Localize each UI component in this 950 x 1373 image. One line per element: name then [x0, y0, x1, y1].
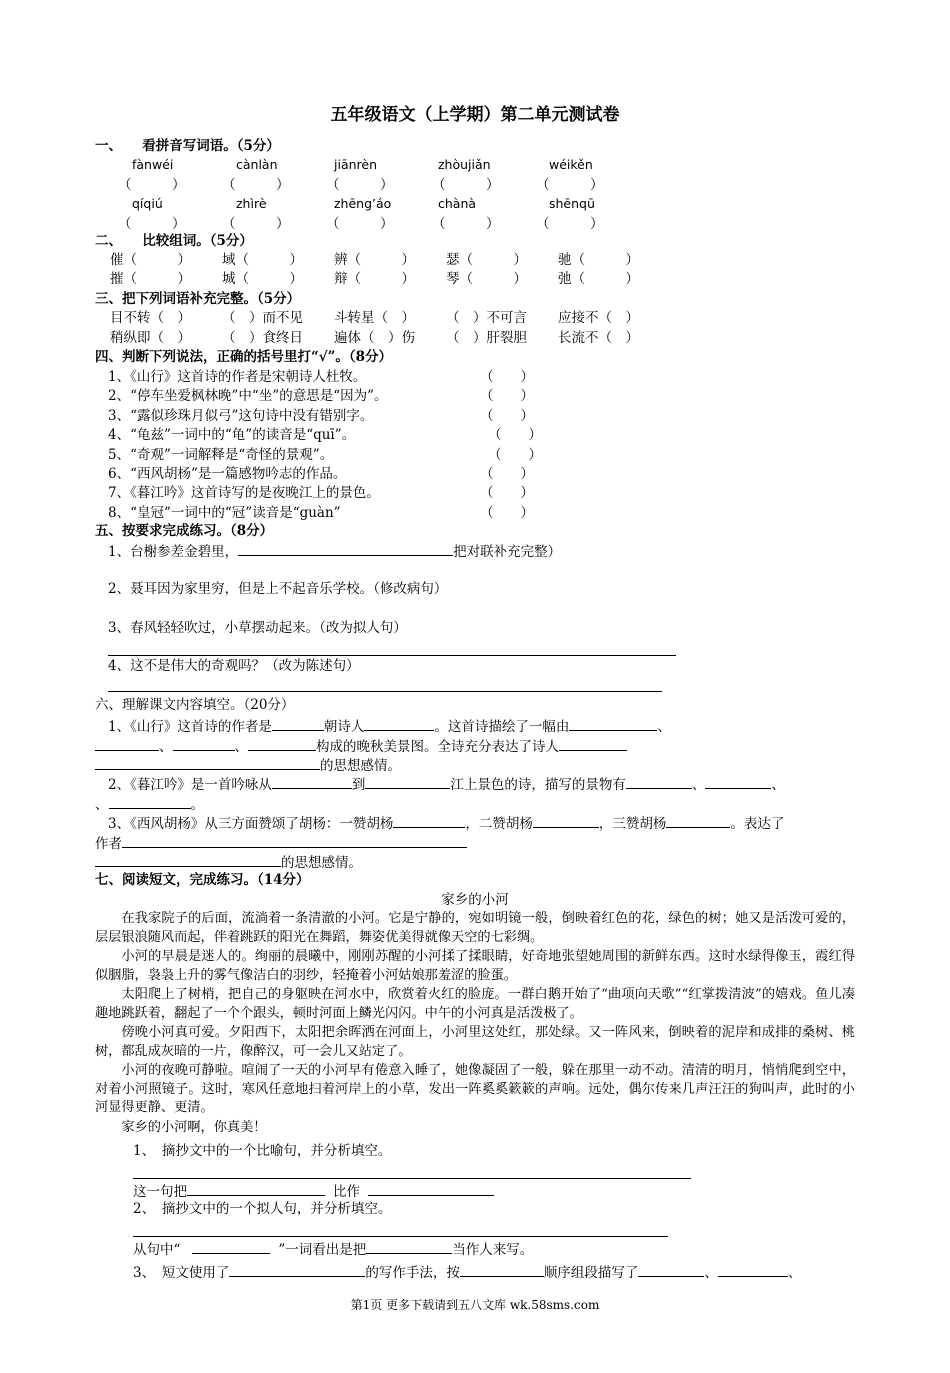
answer-parentheses[interactable]: （ ） — [536, 177, 604, 193]
compare-item[interactable]: 催（ ） — [110, 252, 191, 268]
section-4-heading: 四、判断下列说法，正确的括号里打“√”。（8分） — [95, 349, 393, 365]
answer-parentheses[interactable]: （ ） — [118, 216, 186, 232]
fill-text: 3、《西风胡杨》从三方面赞颂了胡杨：一赞胡杨 — [108, 816, 394, 832]
pinyin-word: qíqiú — [132, 196, 163, 211]
story-paragraph-6: 家乡的小河啊，你真美！ — [121, 1120, 267, 1135]
fill-text: 到 — [351, 777, 366, 793]
answer-parentheses[interactable]: （ ） — [432, 216, 500, 232]
story-paragraph-3: 太阳爬上了树梢，把自己的身躯映在河水中，欣赏着火红的脸庞。一群白鹅开始了“曲项向天歌”“红掌拨清波”的嬉戏。鱼儿凑趣地跳跃着，翻起了一个个跟头，顿时河面上鳞光闪闪。中午的小河真是活泼极了。 — [95, 987, 855, 1021]
fill-6-2-line2 — [95, 794, 204, 814]
blank-scenery-3[interactable] — [109, 794, 191, 809]
fill-text: 的思想感情。 — [281, 855, 362, 871]
fill-text: 这一句把 — [133, 1184, 187, 1200]
section-3-heading: 三、把下列词语补充完整。（5分） — [95, 291, 301, 307]
fill-sep: 、 — [691, 777, 706, 793]
section-1-heading: 一、 看拼音写词语。（5分） — [95, 138, 280, 154]
story-title: 家乡的小河 — [441, 892, 509, 908]
fill-text: ，二赞胡杨 — [465, 816, 533, 832]
fill-text: 从句中“ — [133, 1242, 181, 1258]
blank-compared[interactable] — [187, 1181, 325, 1196]
section-7-heading: 七、阅读短文，完成练习。（14分） — [95, 872, 310, 888]
fill-6-1-line3 — [95, 755, 401, 775]
fill-text: 江上景色的诗，描写的景物有 — [450, 777, 626, 793]
fill-text: 顺序组段描写了 — [543, 1265, 639, 1281]
fill-text: 的思想感情。 — [320, 758, 401, 774]
idiom-item[interactable]: 目不转（ ） — [110, 310, 191, 326]
answer-line-r1[interactable] — [133, 1178, 691, 1179]
section-5-heading: 五、按要求完成练习。（8分） — [95, 523, 274, 539]
section-6-heading: 六、理解课文内容填空。（20分） — [95, 697, 295, 713]
story-paragraph-1: 在我家院子的后面，流淌着一条清澈的小河。它是宁静的，宛如明镜一般，倒映着红色的花，绿色的树；她又是活泼可爱的，层层银浪随风而起，伴着跳跃的阳光在舞蹈，舞姿优美得就像天空的七彩绸。 — [95, 911, 855, 945]
fill-sep: 、 — [787, 1265, 802, 1281]
judgement-item: 5、“奇观”一词解释是“奇怪的景观”。 — [108, 446, 334, 463]
answer-line-5-4[interactable] — [108, 691, 662, 692]
couplet-blank[interactable] — [238, 541, 453, 556]
pinyin-word: wéikěn — [549, 157, 593, 172]
idiom-item[interactable]: （ ）食终日 — [222, 330, 303, 346]
answer-parentheses[interactable]: （ ） — [488, 446, 542, 463]
answer-parentheses[interactable]: （ ） — [480, 407, 534, 424]
exercise-5-1 — [108, 541, 561, 561]
blank-feeling-a[interactable] — [559, 736, 627, 751]
fill-text: 的写作手法，按 — [365, 1265, 460, 1281]
judgement-item: 2、“停车坐爱枫林晚”中“坐”的意思是“因为”。 — [108, 388, 388, 405]
compare-item[interactable]: 辨（ ） — [334, 252, 415, 268]
blank-scene-1[interactable] — [569, 716, 657, 731]
fill-sep: 、 — [657, 719, 671, 735]
blank-word[interactable] — [192, 1239, 270, 1254]
idiom-item[interactable]: （ ）而不见 — [222, 310, 303, 326]
reading-question-2: 2、 摘抄文中的一个拟人句，并分析填空。 — [133, 1201, 392, 1217]
compare-item[interactable]: 驰（ ） — [558, 252, 639, 268]
fill-end: 。 — [190, 797, 204, 813]
pinyin-word: cànlàn — [236, 157, 278, 172]
blank-praise-3[interactable] — [666, 813, 730, 828]
answer-line-r2[interactable] — [133, 1236, 668, 1237]
fill-sep: 、 — [704, 1265, 718, 1281]
blank-poet[interactable] — [364, 716, 434, 731]
blank-to[interactable] — [365, 774, 450, 789]
story-paragraph-2: 小河的早晨是迷人的。绚丽的晨曦中，刚刚苏醒的小河揉了揉眼睛，好奇地张望她周围的新鲜东西。这时水绿得像玉，霞红得似胭脂，袅袅上升的雾气像洁白的羽纱，轻掩着小河姑娘那羞涩的脸蛋。 — [95, 949, 855, 983]
fill-text: 1、《山行》这首诗的作者是 — [108, 719, 272, 735]
fill-text: 朝诗人 — [323, 719, 365, 735]
fill-text: 3、 短文使用了 — [133, 1265, 230, 1281]
answer-parentheses[interactable]: （ ） — [118, 177, 186, 193]
fill-sep: 、 — [234, 739, 248, 755]
answer-parentheses[interactable]: （ ） — [480, 388, 534, 405]
blank-scenery-2[interactable] — [705, 774, 771, 789]
fill-text: 2、《暮江吟》是一首吟咏从 — [108, 777, 272, 793]
blank-scenery-1[interactable] — [626, 774, 692, 789]
blank-praise-1[interactable] — [393, 813, 465, 828]
compare-item[interactable]: 辩（ ） — [334, 271, 415, 287]
exercise-5-4: 4、这不是伟大的奇观吗？（改为陈述句） — [108, 658, 360, 674]
pinyin-word: zhòujiǎn — [438, 157, 491, 172]
answer-line-5-3[interactable] — [108, 655, 676, 656]
fill-text: 比作 — [333, 1184, 360, 1200]
judgement-item: 8、“皇冠”一词中的“冠”读音是“guàn” — [108, 504, 341, 521]
pinyin-word: zhìrè — [236, 196, 267, 211]
answer-parentheses[interactable]: （ ） — [536, 216, 604, 232]
fill-text: 当作人来写。 — [452, 1242, 534, 1258]
answer-parentheses[interactable]: （ ） — [326, 216, 394, 232]
judgement-item: 6、“西风胡杨”是一篇感物吟志的作品。 — [108, 466, 347, 482]
pinyin-word: chànà — [438, 196, 477, 211]
blank-author-feeling-b[interactable] — [95, 852, 281, 867]
story-paragraph-4: 傍晚小河真可爱。夕阳西下，太阳把余晖洒在河面上，小河里这处红，那处绿。又一阵风来，倒映着的泥岸和成排的桑树、桃树，都乱成灰暗的一片，像醉汉，可一会儿又站定了。 — [95, 1025, 855, 1059]
pinyin-word: fànwéi — [132, 157, 174, 172]
idiom-item[interactable]: 稍纵即（ ） — [110, 330, 191, 346]
page-title: 五年级语文（上学期）第二单元测试卷 — [330, 105, 620, 125]
answer-parentheses[interactable]: （ ） — [222, 177, 290, 193]
answer-parentheses[interactable]: （ ） — [326, 177, 394, 193]
exercise-5-2: 2、聂耳因为家里穷，但是上不起音乐学校。（修改病句） — [108, 581, 448, 597]
fill-text: 构成的晚秋美景图。全诗充分表达了诗人 — [316, 739, 559, 755]
blank-from[interactable] — [272, 774, 352, 789]
fill-sep: 、 — [771, 777, 785, 793]
idiom-item[interactable]: 应接不（ ） — [558, 310, 639, 326]
idiom-item[interactable]: 斗转星（ ） — [334, 310, 415, 326]
answer-parentheses[interactable]: （ ） — [432, 177, 500, 193]
idiom-item[interactable]: 遍体（ ）伤 — [334, 330, 415, 346]
idiom-item[interactable]: （ ）肝裂胆 — [446, 330, 527, 346]
fill-sep: 、 — [95, 797, 109, 813]
blank-scene-3[interactable] — [173, 736, 235, 751]
fill-text: 。这首诗描绘了一幅由 — [434, 719, 570, 735]
compare-item[interactable]: 城（ ） — [222, 271, 303, 287]
exercise-5-1-prompt: 1、台榭参差金碧里， — [108, 544, 239, 560]
fill-sep: 、 — [159, 739, 173, 755]
fill-text: 作者 — [95, 836, 122, 852]
fill-6-2-line1 — [108, 774, 785, 794]
blank-author-feeling-a[interactable] — [122, 833, 467, 848]
answer-parentheses[interactable]: （ ） — [480, 466, 534, 482]
compare-item[interactable]: 摧（ ） — [110, 271, 191, 287]
answer-parentheses[interactable]: （ ） — [488, 427, 542, 444]
compare-item[interactable]: 弛（ ） — [558, 271, 639, 287]
fill-text: ”一词看出是把 — [278, 1242, 367, 1258]
blank-part-2[interactable] — [718, 1262, 788, 1277]
judgement-item: 4、“龟兹”一词中的“龟”的读音是“quī”。 — [108, 427, 356, 444]
answer-parentheses[interactable]: （ ） — [480, 485, 534, 502]
blank-praise-2[interactable] — [533, 813, 599, 828]
blank-compared-to[interactable] — [368, 1181, 494, 1196]
compare-item[interactable]: 瑟（ ） — [446, 252, 527, 268]
fill-6-1-line2 — [95, 736, 627, 756]
blank-dynasty[interactable] — [272, 716, 324, 731]
section-2-heading: 二、 比较组词。（5分） — [95, 233, 253, 249]
fill-text: 。表达了 — [730, 816, 785, 832]
reading-question-2-fill — [133, 1239, 533, 1259]
exercise-5-1-suffix: 把对联补充完整） — [453, 544, 562, 560]
idiom-item[interactable]: 长流不（ ） — [558, 330, 639, 346]
pinyin-word: shēnqū — [549, 196, 595, 211]
reading-question-1: 1、 摘抄文中的一个比喻句，并分析填空。 — [133, 1143, 392, 1159]
pinyin-word: zhēng’áo — [334, 196, 392, 211]
judgement-item: 7、《暮江吟》这首诗写的是夜晚江上的景色。 — [108, 485, 380, 502]
reading-question-3 — [133, 1262, 801, 1282]
fill-text: ，三赞胡杨 — [598, 816, 667, 832]
compare-item[interactable]: 琴（ ） — [446, 271, 527, 287]
compare-item[interactable]: 域（ ） — [222, 252, 303, 268]
judgement-item: 1、《山行》这首诗的作者是宋朝诗人杜牧。 — [108, 369, 367, 385]
blank-object[interactable] — [366, 1239, 452, 1254]
fill-6-3-line3 — [95, 852, 362, 872]
blank-order[interactable] — [460, 1262, 544, 1277]
blank-scene-4[interactable] — [248, 736, 316, 751]
idiom-item[interactable]: （ ）不可言 — [446, 310, 527, 326]
exercise-5-3: 3、春风轻轻吹过，小草摆动起来。（改为拟人句） — [108, 620, 407, 636]
blank-feeling-b[interactable] — [95, 755, 320, 770]
page-footer: 第1页 更多下载请到五八文库 wk.58sms.com — [350, 1298, 600, 1312]
blank-technique[interactable] — [229, 1262, 365, 1277]
pinyin-word: jiānrèn — [334, 157, 378, 172]
judgement-item: 3、“露似珍珠月似弓”这句诗中没有错别字。 — [108, 407, 374, 424]
answer-parentheses[interactable]: （ ） — [480, 369, 534, 385]
answer-parentheses[interactable]: （ ） — [480, 504, 534, 521]
story-paragraph-5: 小河的夜晚可静啦。喧闹了一天的小河早有倦意入睡了，她像凝固了一般，躲在那里一动不动。清清的明月，悄悄爬到空中，对着小河照镜子。这时，寒风任意地扫着河岸上的小草，发出一阵奚奚簌簌的声响。远处，偶尔传来几声汪汪的狗叫声，此时的小河显得更静、更清。 — [95, 1063, 855, 1115]
fill-6-3-line2 — [95, 833, 467, 853]
blank-scene-2[interactable] — [95, 736, 159, 751]
blank-part-1[interactable] — [638, 1262, 704, 1277]
reading-question-1-fill — [133, 1181, 494, 1201]
fill-6-3-line1 — [108, 813, 784, 833]
answer-parentheses[interactable]: （ ） — [222, 216, 290, 232]
fill-6-1-line1 — [108, 716, 671, 736]
